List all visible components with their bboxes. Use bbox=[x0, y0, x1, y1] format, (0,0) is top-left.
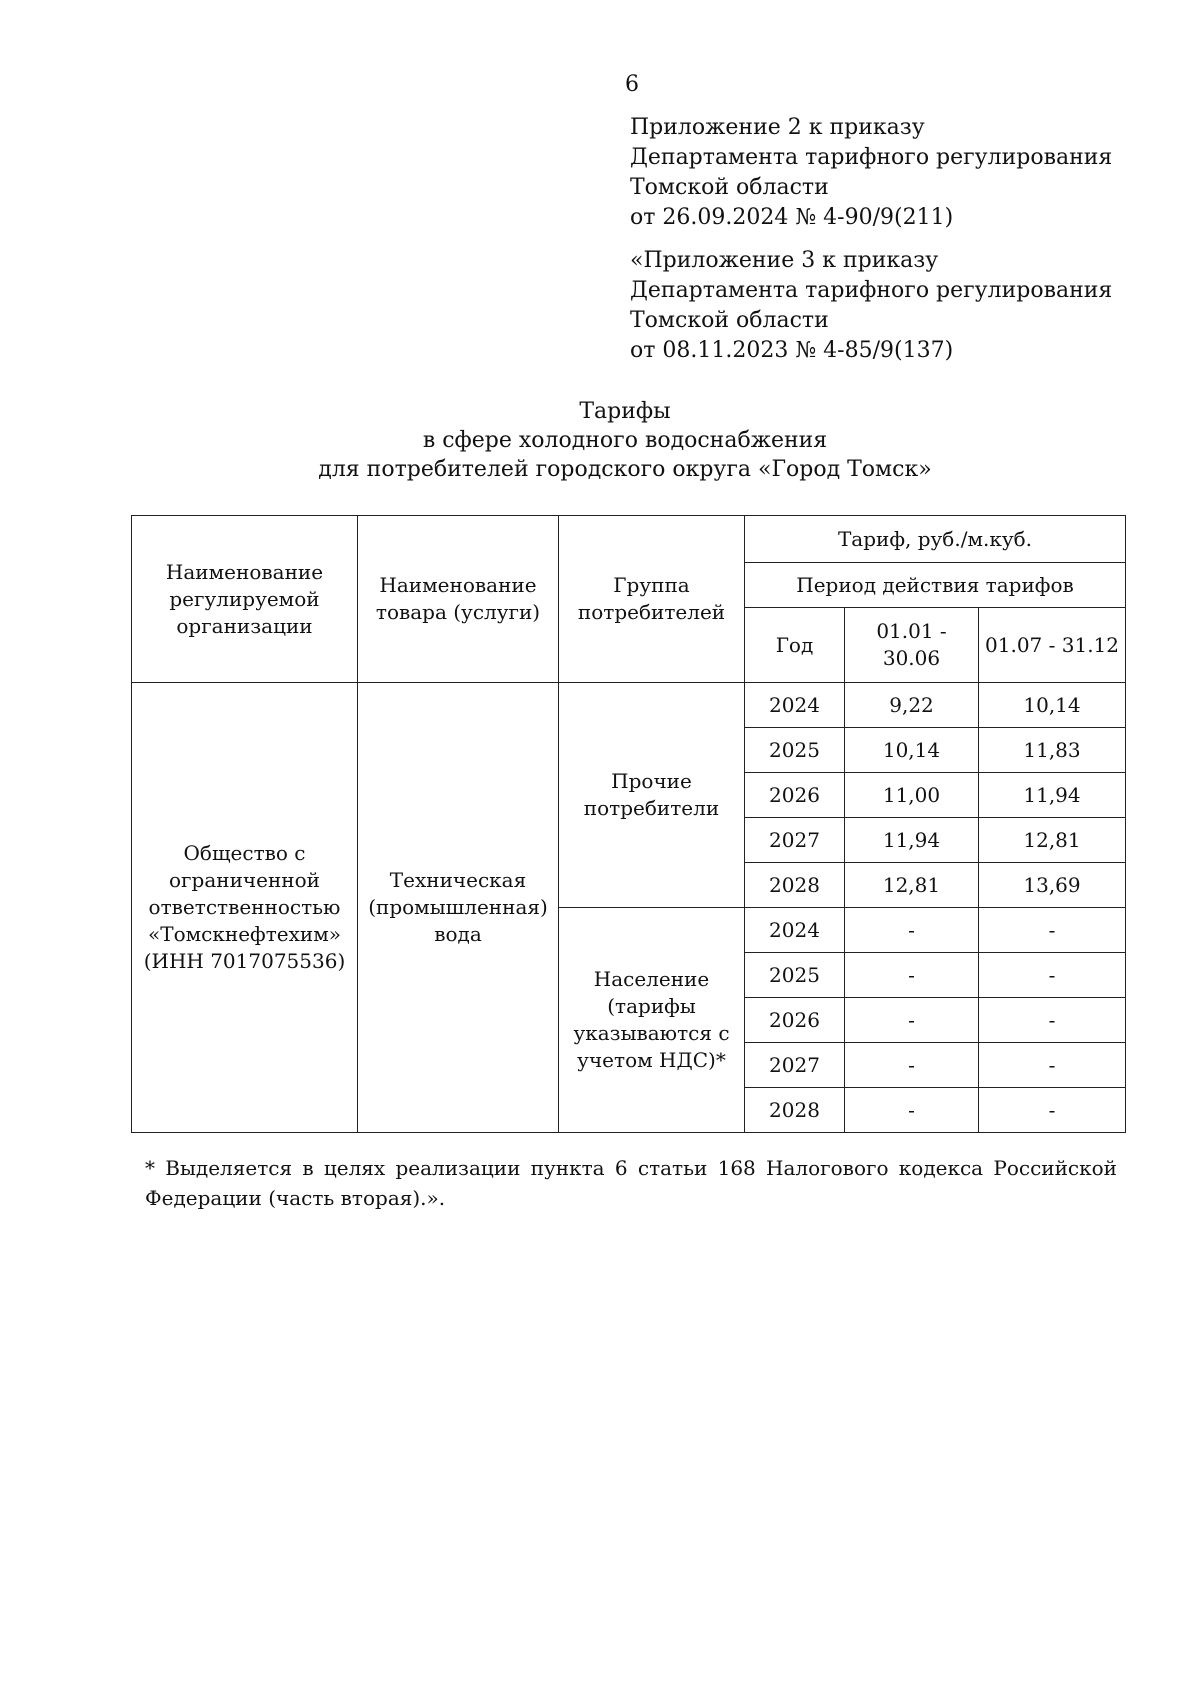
title-line: в сфере холодного водоснабжения bbox=[422, 428, 828, 453]
title-line: для потребителей городского округа «Город Томск» bbox=[318, 457, 932, 482]
tariff-half1-cell: - bbox=[845, 998, 979, 1043]
title-line: Тарифы bbox=[579, 399, 671, 424]
year-cell: 2025 bbox=[745, 728, 845, 773]
year-cell: 2028 bbox=[745, 1088, 845, 1133]
appendix-line: Приложение 2 к приказу bbox=[630, 115, 925, 140]
header-tariff: Тариф, руб./м.куб. bbox=[745, 516, 1126, 563]
year-cell: 2024 bbox=[745, 683, 845, 728]
tariff-half2-cell: - bbox=[979, 1088, 1126, 1133]
header-half2: 01.07 - 31.12 bbox=[979, 608, 1126, 683]
appendix-line: Департамента тарифного регулирования bbox=[630, 278, 1113, 303]
tariff-half2-cell: - bbox=[979, 1043, 1126, 1088]
tariff-half1-cell: 12,81 bbox=[845, 863, 979, 908]
tariff-half2-cell: 11,94 bbox=[979, 773, 1126, 818]
header-organization: Наименование регулируемой организации bbox=[132, 516, 358, 683]
tariff-half1-cell: 11,00 bbox=[845, 773, 979, 818]
appendix-line: от 26.09.2024 № 4-90/9(211) bbox=[630, 205, 954, 230]
tariff-half2-cell: 10,14 bbox=[979, 683, 1126, 728]
tariff-half1-cell: 11,94 bbox=[845, 818, 979, 863]
tariff-half2-cell: - bbox=[979, 908, 1126, 953]
footnote: * Выделяется в целях реализации пункта 6 статьи 168 Налогового кодекса Российской Федерации (часть вторая).». bbox=[145, 1156, 1117, 1210]
year-cell: 2028 bbox=[745, 863, 845, 908]
header-half1: 01.01 - 30.06 bbox=[845, 608, 979, 683]
tariff-half1-cell: - bbox=[845, 1043, 979, 1088]
tariff-half1-cell: 10,14 bbox=[845, 728, 979, 773]
year-cell: 2025 bbox=[745, 953, 845, 998]
year-cell: 2026 bbox=[745, 773, 845, 818]
tariff-half2-cell: - bbox=[979, 953, 1126, 998]
year-cell: 2026 bbox=[745, 998, 845, 1043]
year-cell: 2027 bbox=[745, 1043, 845, 1088]
year-cell: 2027 bbox=[745, 818, 845, 863]
document-title bbox=[130, 397, 1120, 484]
organization-cell: Общество с ограниченной ответственностью «Томскнефтехим» (ИНН 7017075536) bbox=[132, 683, 358, 1133]
header-period: Период действия тарифов bbox=[745, 563, 1126, 608]
appendix-line: «Приложение 3 к приказу bbox=[630, 248, 939, 273]
tariff-half2-cell: 13,69 bbox=[979, 863, 1126, 908]
appendix-line: Томской области bbox=[630, 308, 829, 333]
tariff-table bbox=[131, 515, 1126, 1133]
tariff-half1-cell: - bbox=[845, 1088, 979, 1133]
tariff-half1-cell: 9,22 bbox=[845, 683, 979, 728]
table-row bbox=[132, 683, 1126, 728]
appendix-current-header bbox=[630, 113, 1150, 233]
header-product: Наименование товара (услуги) bbox=[358, 516, 559, 683]
product-cell: Техническая (промышленная) вода bbox=[358, 683, 559, 1133]
group-cell: Население (тарифы указываются с учетом НДС)* bbox=[559, 908, 745, 1133]
tariff-half2-cell: 11,83 bbox=[979, 728, 1126, 773]
year-cell: 2024 bbox=[745, 908, 845, 953]
appendix-line: Томской области bbox=[630, 175, 829, 200]
group-cell: Прочие потребители bbox=[559, 683, 745, 908]
tariff-half1-cell: - bbox=[845, 953, 979, 998]
appendix-line: от 08.11.2023 № 4-85/9(137) bbox=[630, 338, 954, 363]
tariff-half2-cell: - bbox=[979, 998, 1126, 1043]
header-year: Год bbox=[745, 608, 845, 683]
tariff-half2-cell: 12,81 bbox=[979, 818, 1126, 863]
page-number: 6 bbox=[625, 72, 639, 97]
tariff-half1-cell: - bbox=[845, 908, 979, 953]
appendix-line: Департамента тарифного регулирования bbox=[630, 145, 1113, 170]
appendix-previous-header bbox=[630, 246, 1150, 366]
header-group: Группа потребителей bbox=[559, 516, 745, 683]
